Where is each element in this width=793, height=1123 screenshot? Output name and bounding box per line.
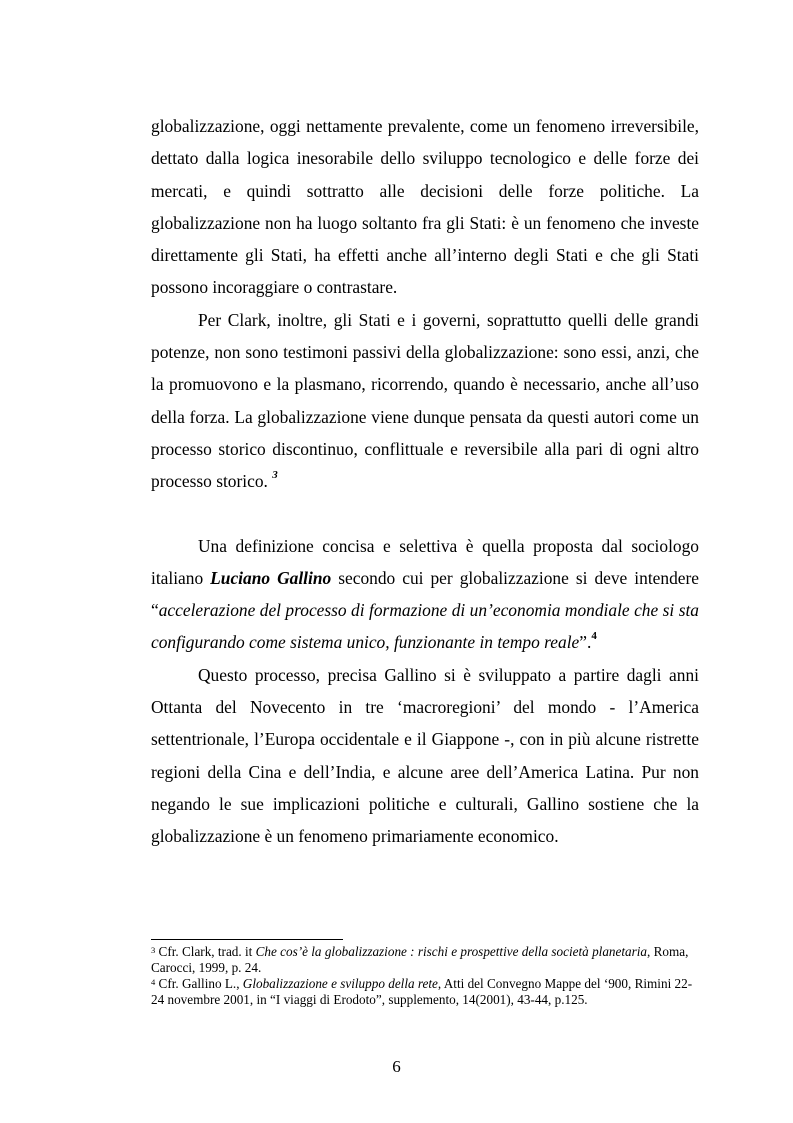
footnotes [151, 944, 699, 1008]
paragraph-text: ”. [579, 632, 592, 653]
paragraph-continuation [151, 110, 699, 304]
footnote-separator [151, 939, 343, 940]
paragraph-text: Per Clark, inoltre, gli Stati e i governi, soprattutto quelli delle grandi potenze, non sono testimoni passivi della globalizzazione: sono essi, anzi, che la promuovono e la plasmano, ricorrendo, quando è necessario, anche all’uso della forza. La globalizzazione viene dunque pensata da questi autori come un processo storico discontinuo, conflittuale e reversibile alla pari di ogni altro processo storico. [151, 309, 699, 492]
paragraph-text: Una definizione concisa e selettiva è quella proposta dal sociologo italiano [151, 535, 699, 588]
footnote-text: , Atti del Convegno Mappe del ‘900, Rimini 22-24 novembre 2001, in “I viaggi di Erodoto”, supplemento, 14(2001), 43-44, p.125. [151, 976, 693, 1007]
paragraph-clark [151, 304, 699, 498]
footnote-reference[interactable]: 3 [272, 469, 278, 482]
footnote-number: 3 [151, 945, 156, 955]
paragraph-text: secondo cui per globalizzazione si deve intendere “ [151, 567, 699, 621]
footnote-item [151, 944, 699, 976]
footnote-text: , Roma, Carocci, 1999, p. 24. [151, 944, 689, 975]
footnote-title: Globalizzazione e sviluppo della rete [242, 976, 438, 991]
paragraph-gallino-definition [151, 530, 699, 659]
paragraph-process [151, 659, 699, 853]
footnote-text: Cfr. Clark, trad. it [158, 944, 253, 959]
footnote-title: Che cos’è la globalizzazione : rischi e prospettive della società planetaria [255, 944, 648, 959]
paragraph-text: globalizzazione, oggi nettamente prevalente, come un fenomeno irreversibile, dettato dalla logica inesorabile dello sviluppo tecnologico e delle forze dei mercati, e quindi sottratto alle decisioni delle forze politiche. La globalizzazione non ha luogo soltanto fra gli Stati: è un fenomeno che investe direttamente gli Stati, ha effetti anche all’interno degli Stati e che gli Stati possono incoraggiare o contrastare. [151, 116, 699, 298]
footnote-text: Cfr. Gallino L., [158, 976, 240, 991]
body-text [151, 110, 699, 853]
author-name: Luciano Gallino [210, 567, 332, 588]
footnote-number: 4 [151, 977, 156, 987]
page-number: 6 [392, 1057, 401, 1076]
definition-quote: accelerazione del processo di formazione di un’economia mondiale che si sta configurando come sistema unico, funzionante in tempo reale [151, 600, 699, 653]
paragraph-text: Questo processo, precisa Gallino si è sviluppato a partire dagli anni Ottanta del Novecento in tre ‘macroregioni’ del mondo - l’America settentrionale, l’Europa occidentale e il Giappone -, con in più alcune ristrette regioni della Cina e dell’India, e alcune aree dell’America Latina. Pur non negando le sue implicazioni politiche e culturali, Gallino sostiene che la globalizzazione è un fenomeno primariamente economico. [151, 664, 699, 847]
paragraph-spacer [151, 498, 699, 530]
footnote-item [151, 976, 699, 1008]
footnote-reference[interactable]: 4 [591, 630, 597, 643]
